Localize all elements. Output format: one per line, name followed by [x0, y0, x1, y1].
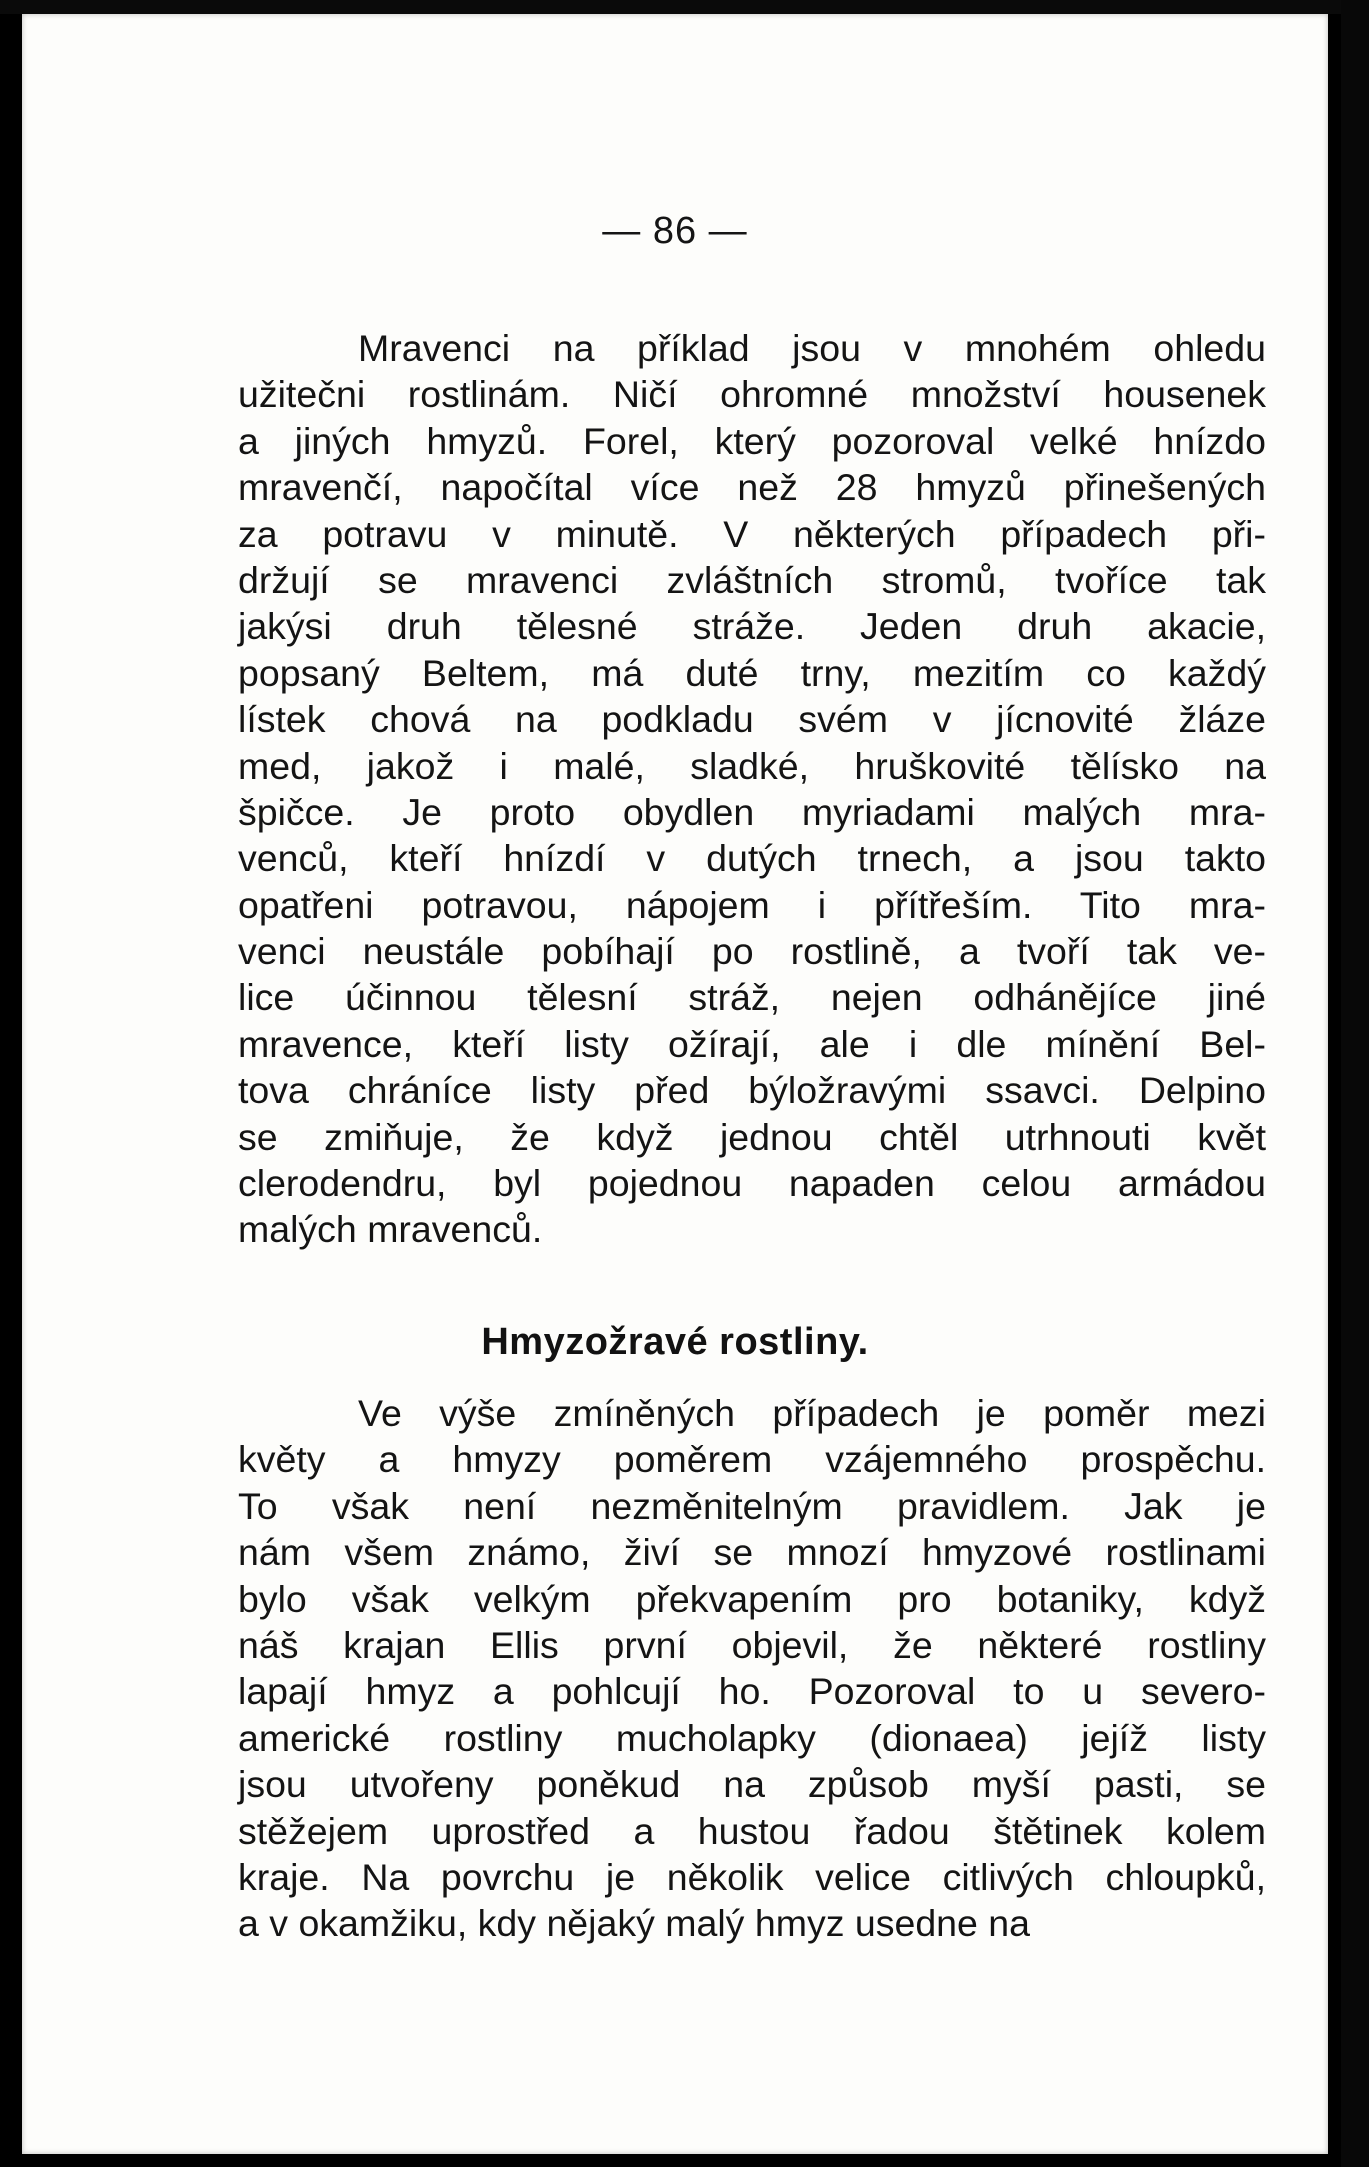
text-line: popsaný Beltem, má duté trny, mezitím co každý	[238, 651, 1266, 694]
paragraph-insectivorous-plants	[238, 1390, 1266, 1947]
text-line: tova chráníce listy před býložravými ssavci. Delpino	[238, 1069, 1266, 1112]
text-line: opatřeni potravou, nápojem i přítřeším. Tito mra-	[238, 883, 1266, 926]
paragraph-ants	[238, 325, 1266, 1253]
text-line: nám všem známo, živí se mnozí hmyzové rostlinami	[238, 1531, 1266, 1574]
scan-right-edge	[1341, 0, 1369, 2167]
text-line: kraje. Na povrchu je několik velice citlivých chloupků,	[238, 1855, 1266, 1898]
text-line: špičce. Je proto obydlen myriadami malých mra-	[238, 790, 1266, 833]
page-number: — 86 —	[602, 210, 748, 252]
text-line: bylo však velkým překvapením pro botaniky, když	[238, 1577, 1266, 1620]
text-line: To však není nezměnitelným pravidlem. Jak je	[238, 1484, 1266, 1527]
text-line: clerodendru, byl pojednou napaden celou armádou	[238, 1162, 1266, 1205]
text-line: stěžejem uprostřed a hustou řadou štětinek kolem	[238, 1809, 1266, 1852]
text-line: květy a hmyzy poměrem vzájemného prospěchu.	[238, 1438, 1266, 1481]
book-page	[22, 14, 1328, 2154]
text-line: a jiných hmyzů. Forel, který pozoroval velké hnízdo	[238, 419, 1266, 462]
text-line: lapají hmyz a pohlcují ho. Pozoroval to u severo-	[238, 1670, 1266, 1713]
text-line: se zmiňuje, že když jednou chtěl utrhnouti květ	[238, 1115, 1266, 1158]
text-line: mravenčí, napočítal více než 28 hmyzů přinešených	[238, 466, 1266, 509]
section-heading: Hmyzožravé rostliny.	[481, 1321, 869, 1363]
text-line: lice účinnou tělesní stráž, nejen odhánějíce jiné	[238, 976, 1266, 1019]
text-line: venci neustále pobíhají po rostlině, a tvoří tak ve-	[238, 930, 1266, 973]
text-line: držují se mravenci zvláštních stromů, tvoříce tak	[238, 558, 1266, 601]
text-line: a v okamžiku, kdy nějaký malý hmyz usedne na	[238, 1902, 1031, 1945]
text-line: jakýsi druh tělesné stráže. Jeden druh akacie,	[238, 605, 1266, 648]
text-line: venců, kteří hnízdí v dutých trnech, a jsou takto	[238, 837, 1266, 880]
text-line: mravence, kteří listy ožírají, ale i dle mínění Bel-	[238, 1022, 1266, 1065]
text-line: užitečni rostlinám. Ničí ohromné množství housenek	[238, 373, 1266, 416]
text-line: za potravu v minutě. V některých případech při-	[238, 512, 1266, 555]
text-line: jsou utvořeny poněkud na způsob myší pasti, se	[238, 1763, 1266, 1806]
text-line: Ve výše zmíněných případech je poměr mezi	[358, 1392, 1266, 1434]
text-line: med, jakož i malé, sladké, hruškovité tělísko na	[238, 744, 1266, 787]
text-line: malých mravenců.	[238, 1208, 543, 1251]
text-line: americké rostliny mucholapky (dionaea) jejíž listy	[238, 1716, 1266, 1759]
scan-top-edge	[0, 0, 1369, 14]
text-line: náš krajan Ellis první objevil, že některé rostliny	[238, 1623, 1266, 1666]
text-line: Mravenci na příklad jsou v mnohém ohledu	[358, 327, 1266, 369]
text-line: lístek chová na podkladu svém v jícnovité žláze	[238, 698, 1266, 741]
